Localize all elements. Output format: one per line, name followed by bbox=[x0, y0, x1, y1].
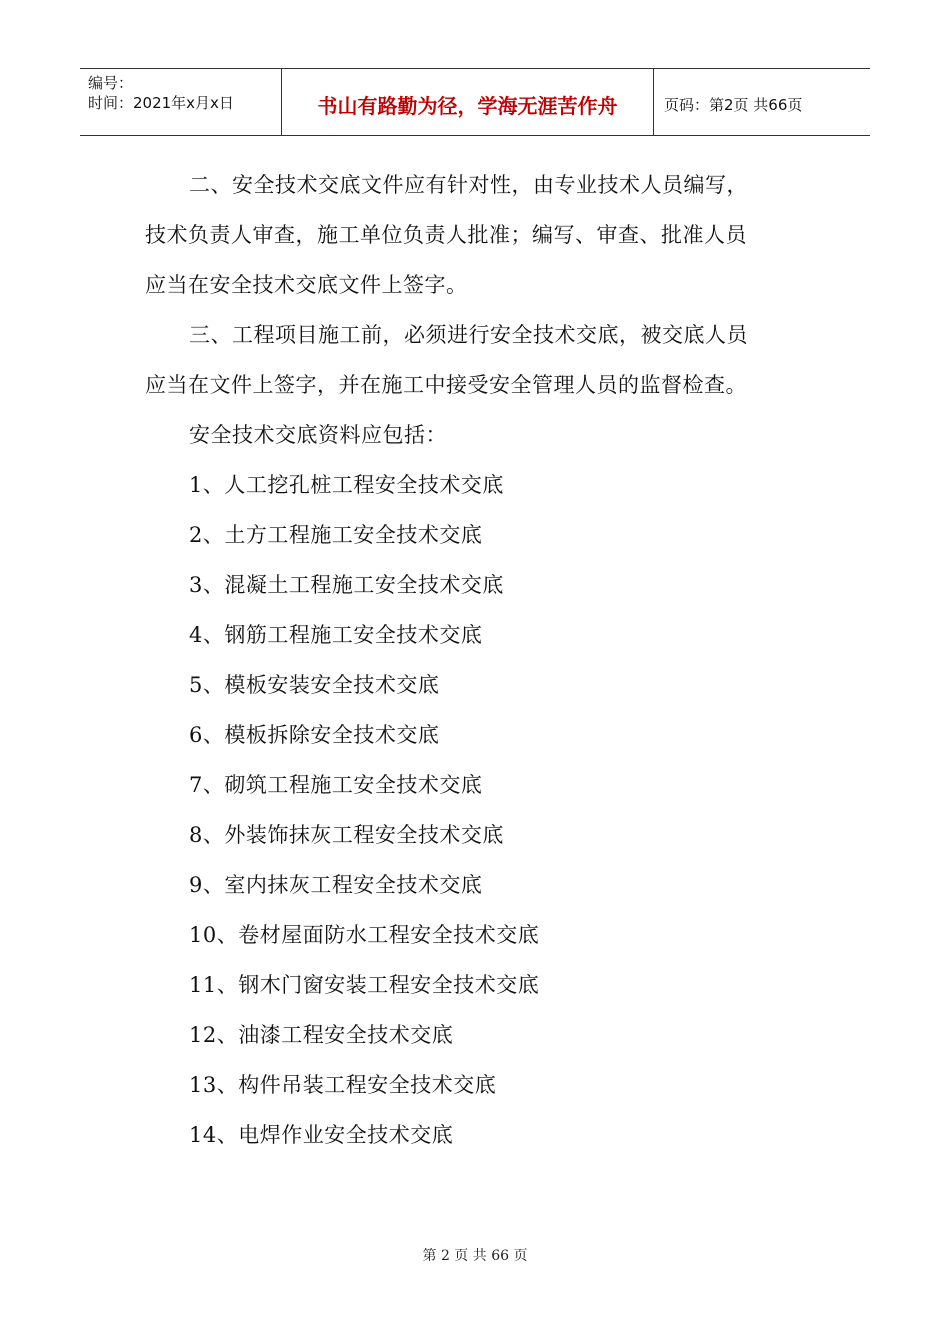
list-item: 5、模板安装安全技术交底 bbox=[189, 673, 440, 697]
document-number-label: 编号： bbox=[88, 74, 134, 92]
page-header bbox=[80, 68, 870, 136]
document-body bbox=[145, 160, 765, 1160]
paragraph-2: 二、安全技术交底文件应有针对性，由专业技术人员编写，技术负责人审查，施工单位负责人批准；编写、审查、批准人员应当在安全技术交底文件上签字。 bbox=[145, 173, 748, 297]
list-item: 9、室内抹灰工程安全技术交底 bbox=[189, 873, 483, 897]
list-item: 10、卷材屋面防水工程安全技术交底 bbox=[189, 923, 540, 947]
list-intro: 安全技术交底资料应包括： bbox=[189, 423, 447, 447]
disclosure-list bbox=[145, 460, 765, 1160]
list-item: 6、模板拆除安全技术交底 bbox=[189, 723, 440, 747]
list-item: 7、砌筑工程施工安全技术交底 bbox=[189, 773, 483, 797]
list-item: 2、土方工程施工安全技术交底 bbox=[189, 523, 483, 547]
list-item: 3、混凝土工程施工安全技术交底 bbox=[189, 573, 504, 597]
list-item: 8、外装饰抹灰工程安全技术交底 bbox=[189, 823, 504, 847]
list-item: 13、构件吊装工程安全技术交底 bbox=[189, 1073, 497, 1097]
header-page-info: 页码：第2页 共66页 bbox=[664, 95, 803, 114]
document-time-label: 时间：2021年x月x日 bbox=[88, 94, 234, 112]
list-item: 14、电焊作业安全技术交底 bbox=[189, 1123, 454, 1147]
header-meta bbox=[80, 69, 282, 135]
list-item: 1、人工挖孔桩工程安全技术交底 bbox=[189, 473, 504, 497]
page-footer: 第 2 页 共 66 页 bbox=[422, 1248, 528, 1264]
header-motto: 书山有路勤为径，学海无涯苦作舟 bbox=[282, 69, 654, 135]
paragraph-3: 三、工程项目施工前，必须进行安全技术交底，被交底人员应当在文件上签字，并在施工中接受安全管理人员的监督检查。 bbox=[145, 323, 748, 397]
list-item: 4、钢筋工程施工安全技术交底 bbox=[189, 623, 483, 647]
list-item: 12、油漆工程安全技术交底 bbox=[189, 1023, 454, 1047]
list-item: 11、钢木门窗安装工程安全技术交底 bbox=[189, 973, 540, 997]
